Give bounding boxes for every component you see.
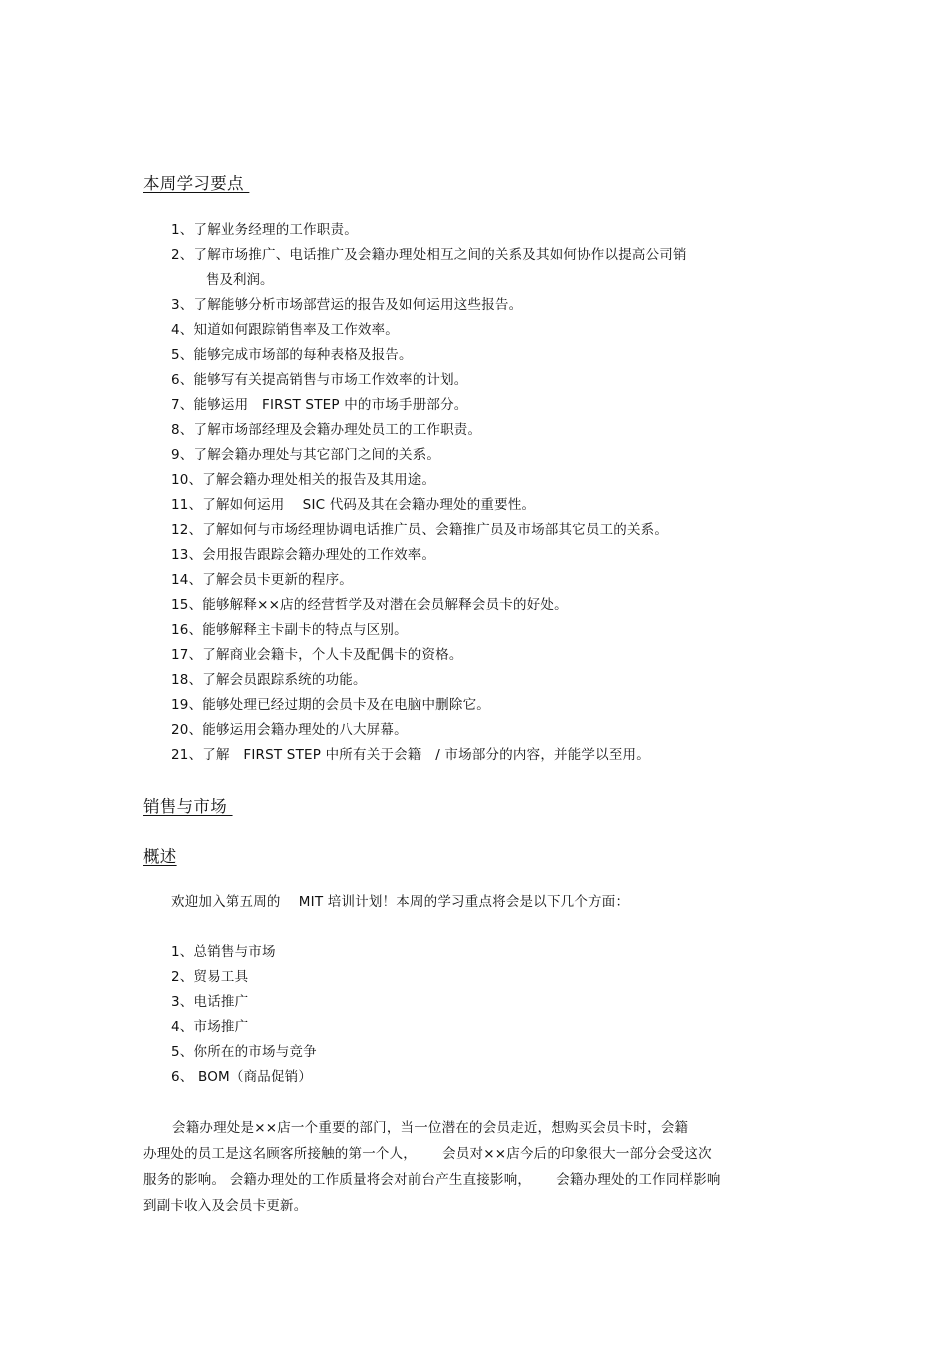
list-item: 7、能够运用 FIRST STEP 中的市场手册部分。 bbox=[171, 397, 468, 413]
list-item: 3、电话推广 bbox=[171, 994, 249, 1010]
list-item: 6、能够写有关提高销售与市场工作效率的计划。 bbox=[171, 372, 468, 388]
section-heading-sales-marketing: 销售与市场 bbox=[143, 797, 233, 816]
paragraph-line: 服务的影响。 会籍办理处的工作质量将会对前台产生直接影响， 会籍办理处的工作同样影响 bbox=[143, 1172, 721, 1188]
list-item: 13、会用报告跟踪会籍办理处的工作效率。 bbox=[171, 547, 436, 563]
overview-intro: 欢迎加入第五周的 MIT 培训计划！本周的学习重点将会是以下几个方面： bbox=[171, 894, 630, 910]
weekly-points-list bbox=[171, 218, 791, 768]
list-item: 5、你所在的市场与竞争 bbox=[171, 1044, 317, 1060]
list-item: 4、知道如何跟踪销售率及工作效率。 bbox=[171, 322, 399, 338]
list-item-continuation: 售及利润。 bbox=[206, 272, 274, 288]
list-item: 1、了解业务经理的工作职责。 bbox=[171, 222, 358, 238]
list-item: 17、了解商业会籍卡，个人卡及配偶卡的资格。 bbox=[171, 647, 463, 663]
list-item: 12、了解如何与市场经理协调电话推广员、会籍推广员及市场部其它员工的关系。 bbox=[171, 522, 669, 538]
paragraph-line: 会籍办理处是××店一个重要的部门，当一位潜在的会员走近，想购买会员卡时，会籍 bbox=[172, 1120, 689, 1136]
paragraph-line: 到副卡收入及会员卡更新。 bbox=[143, 1198, 308, 1214]
list-item: 9、了解会籍办理处与其它部门之间的关系。 bbox=[171, 447, 441, 463]
list-item: 15、能够解释××店的经营哲学及对潜在会员解释会员卡的好处。 bbox=[171, 597, 568, 613]
list-item: 5、能够完成市场部的每种表格及报告。 bbox=[171, 347, 413, 363]
section-heading-weekly-points: 本周学习要点 bbox=[143, 174, 250, 193]
list-item: 11、了解如何运用 SIC 代码及其在会籍办理处的重要性。 bbox=[171, 497, 536, 513]
paragraph-line: 办理处的员工是这名顾客所接触的第一个人， 会员对××店今后的印象很大一部分会受这次 bbox=[143, 1146, 712, 1162]
section-heading-overview: 概述 bbox=[143, 847, 177, 866]
list-item: 3、了解能够分析市场部营运的报告及如何运用这些报告。 bbox=[171, 297, 523, 313]
list-item: 8、了解市场部经理及会籍办理处员工的工作职责。 bbox=[171, 422, 482, 438]
overview-topics-list bbox=[171, 940, 317, 1090]
list-item: 21、了解 FIRST STEP 中所有关于会籍 / 市场部分的内容，并能学以至用。 bbox=[171, 747, 650, 763]
list-item: 2、了解市场推广、电话推广及会籍办理处相互之间的关系及其如何协作以提高公司销 bbox=[171, 247, 687, 263]
list-item: 14、了解会员卡更新的程序。 bbox=[171, 572, 353, 588]
list-item: 16、能够解释主卡副卡的特点与区别。 bbox=[171, 622, 408, 638]
list-item: 18、了解会员跟踪系统的功能。 bbox=[171, 672, 367, 688]
list-item: 4、市场推广 bbox=[171, 1019, 249, 1035]
list-item: 2、贸易工具 bbox=[171, 969, 249, 985]
list-item: 1、总销售与市场 bbox=[171, 944, 276, 960]
membership-office-paragraph bbox=[143, 1115, 803, 1219]
list-item: 6、 BOM（商品促销） bbox=[171, 1069, 313, 1085]
list-item: 10、了解会籍办理处相关的报告及其用途。 bbox=[171, 472, 436, 488]
list-item: 19、能够处理已经过期的会员卡及在电脑中删除它。 bbox=[171, 697, 490, 713]
list-item: 20、能够运用会籍办理处的八大屏幕。 bbox=[171, 722, 408, 738]
